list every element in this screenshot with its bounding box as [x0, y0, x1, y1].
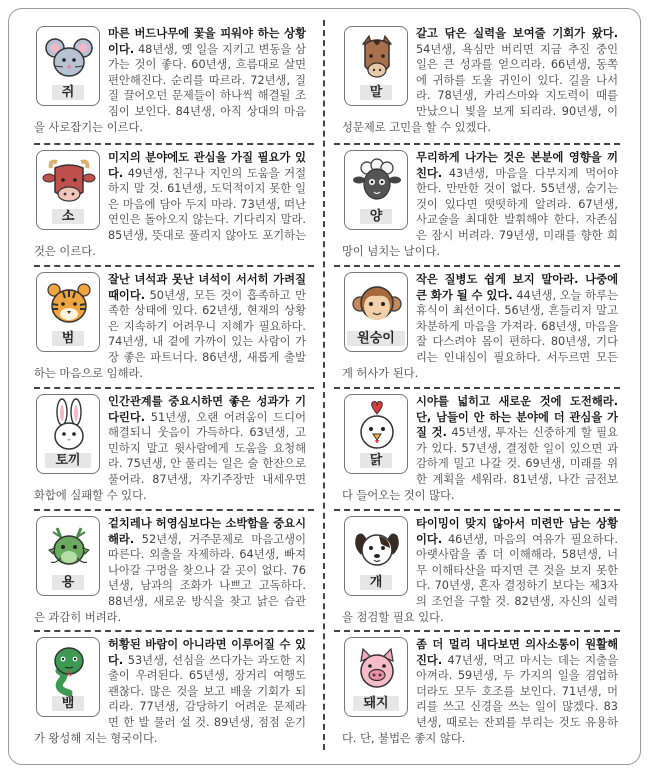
fortune-cell-snake [34, 637, 306, 752]
fortune-headline: 미지의 분야에도 관심을 가질 필요가 있다. [108, 151, 306, 180]
row-divider [334, 630, 620, 632]
fortune-body: 48년생, 옛 일을 지키고 변동을 삼가는 것이 좋다. 60년생, 흐름대로 살면 편안해진다. 순리를 따르라. 72년생, 질질 끌어오던 문제들이 하나씩 해결될 조짐이 보인다. 84년생, 아직 상대의 마음을 사로잡기는 이르다. [34, 42, 306, 134]
row-divider [34, 265, 314, 267]
animal-name: 닭 [360, 453, 393, 468]
animal-name: 토끼 [45, 453, 90, 468]
fortune-headline: 시야를 넓히고 새로운 것에 도전해라. 단, 남들이 안 하는 분야에 더 관심을 가질 것. [416, 395, 618, 440]
fortune-headline: 갈고 닦은 실력을 보여줄 기회가 왔다. [416, 27, 618, 40]
row-divider [334, 387, 620, 389]
animal-name: 쥐 [52, 85, 85, 100]
fortune-body: 51년생, 오랜 어려움이 드디어 해결되니 웃음이 가득하다. 63년생, 고민하지 말고 윗사람에게 도움을 요청해라. 75년생, 안 풀리는 일은 술 한잔으로 풀어라. 87년생, 자기주장만 내세우면 화합에 실패할 수 있다. [34, 410, 306, 502]
fortune-headline: 인간관계를 중요시하면 좋은 성과가 기다린다. [108, 395, 306, 424]
animal-name: 개 [360, 575, 393, 590]
fortune-headline: 잘난 녀석과 못난 녀석이 서서히 가려질 때이다. [108, 273, 306, 302]
row-divider [34, 387, 314, 389]
fortune-headline: 좀 더 멀리 내다보면 의사소통이 원활해 진다. [416, 638, 618, 667]
fortune-body: 50년생, 모든 것이 흡족하고 만족한 상태에 있다. 62년생, 현재의 상황은 지속하기 어려우니 지혜가 필요하다. 74년생, 내 곁에 가까이 있는 사람이 가장 좋은 파트너다. 86년생, 새롭게 출발하는 마음으로 임해라. [34, 288, 306, 380]
animal-name: 돼지 [353, 696, 398, 711]
fortune-cell-horse [342, 26, 618, 140]
row-divider [34, 509, 314, 511]
fortune-cell-monkey [342, 272, 618, 384]
fortune-body: 45년생, 투자는 신중하게 할 필요가 있다. 57년생, 결정한 일이 있으면 과감하게 밀고 나갈 것. 69년생, 미래를 위한 계획을 세워라. 81년생, 나간 금전보다 들어오는 것이 많다. [342, 426, 618, 502]
fortune-cell-tiger [34, 272, 306, 384]
fortune-body: 43년생, 마음을 다부지게 먹어야 한다. 만만한 것이 없다. 55년생, 숨기는 것이 있다면 떳떳하게 알려라. 67년생, 사교술을 최대한 발휘해야 한다. 자존심은 잠시 버려라. 79년생, 미래를 향한 희망이 넘치는 날이다. [342, 166, 618, 258]
fortune-cell-dog [342, 516, 618, 627]
fortune-cell-sheep [342, 150, 618, 262]
animal-name: 말 [360, 85, 393, 100]
animal-name: 범 [52, 331, 85, 346]
fortune-body: 44년생, 오늘 하루는 휴식이 최선이다. 56년생, 흔들리지 말고 차분하게 마음을 가져라. 68년생, 마음을 잘 다스려야 몸이 편하다. 80년생, 기다리는 인내심이 필요하다. 서두르면 모든 게 허사가 된다. [342, 288, 618, 380]
fortune-headline: 겉치레나 허영심보다는 소박함을 중요시 해라. [108, 517, 306, 546]
animal-name: 소 [52, 209, 85, 224]
row-divider [34, 143, 314, 145]
fortune-body: 47년생, 먹고 마시는 데는 지출을 아껴라. 59년생, 두 가지의 일을 겸업하더라도 모두 호조를 보인다. 71년생, 머리를 쓰고 신경을 쓰는 일이 많겠다. 83년생, 때로는 잔꾀를 부리는 것도 유용하다. 단, 불법은 좋지 않다. [342, 653, 618, 745]
animal-name: 원숭이 [347, 331, 405, 346]
fortune-headline: 무리하게 나가는 것은 본분에 영향을 끼친다. [416, 151, 618, 180]
fortune-body: 53년생, 선심을 쓰다가는 과도한 지출이 우려된다. 65년생, 장거리 여행도 괜찮다. 많은 것을 보고 배울 기회가 되리라. 77년생, 감당하기 어려운 문제라면 한 발 물러 설 것. 89년생, 점점 운기가 왕성해 지는 형국이다. [34, 653, 306, 745]
animal-name: 용 [52, 575, 85, 590]
fortune-cell-rabbit [34, 394, 306, 506]
fortune-body: 52년생, 거주문제로 마음고생이 따른다. 외출을 자제하라. 64년생, 빠져 나아갈 구멍을 찾으나 갈 곳이 없다. 76년생, 남과의 조화가 나쁘고 고독하다. 88년생, 새로운 방식을 찾고 낡은 습관은 과감히 버려라. [34, 532, 306, 624]
fortune-headline: 작은 질병도 쉽게 보지 말아라. 나중에 큰 화가 될 수 있다. [416, 273, 618, 302]
row-divider [334, 265, 620, 267]
row-divider [334, 143, 620, 145]
fortune-cell-dragon [34, 516, 306, 627]
fortune-headline: 타이밍이 맞지 않아서 미련만 남는 상황이다. [416, 517, 618, 546]
fortune-cell-pig [342, 637, 618, 752]
animal-name: 양 [360, 209, 393, 224]
fortune-cell-ox [34, 150, 306, 262]
fortune-cell-rat [34, 26, 306, 140]
animal-name: 뱀 [52, 696, 85, 711]
row-divider [34, 630, 314, 632]
fortune-cell-rooster [342, 394, 618, 506]
fortune-body: 54년생, 욕심만 버리면 지금 추진 중인 일은 큰 성과를 얻으리라. 66년생, 동쪽에 귀하를 도울 귀인이 있다. 길을 나서라. 78년생, 카리스마와 지도력이 때를 만났으니 빛을 보게 되리라. 90년생, 이성문제로 고민을 할 수 있겠다. [342, 42, 618, 134]
fortune-body: 49년생, 친구나 지인의 도움을 거절하지 말 것. 61년생, 도덕적이지 못한 일은 마음에 담아 두지 마라. 73년생, 떠난 연인은 돌아오지 않는다. 기다리지 말라. 85년생, 뜻대로 풀리지 않아도 포기하는 것은 이르다. [34, 166, 306, 258]
fortune-headline: 마른 버드나무에 꽃을 피워야 하는 상황이다. [108, 27, 306, 56]
row-divider [334, 509, 620, 511]
fortune-body: 46년생, 마음의 여유가 필요하다. 아랫사람을 좀 더 이해해라. 58년생, 너무 이해타산을 따지면 큰 것을 보지 못한다. 70년생, 혼자 결정하기 보다는 제3자의 조언을 구할 것. 82년생, 자신의 실력을 점검할 필요 있다. [342, 532, 618, 624]
column-divider [323, 20, 325, 750]
fortune-headline: 허황된 바람이 아니라면 이루어질 수 있다. [108, 638, 306, 667]
